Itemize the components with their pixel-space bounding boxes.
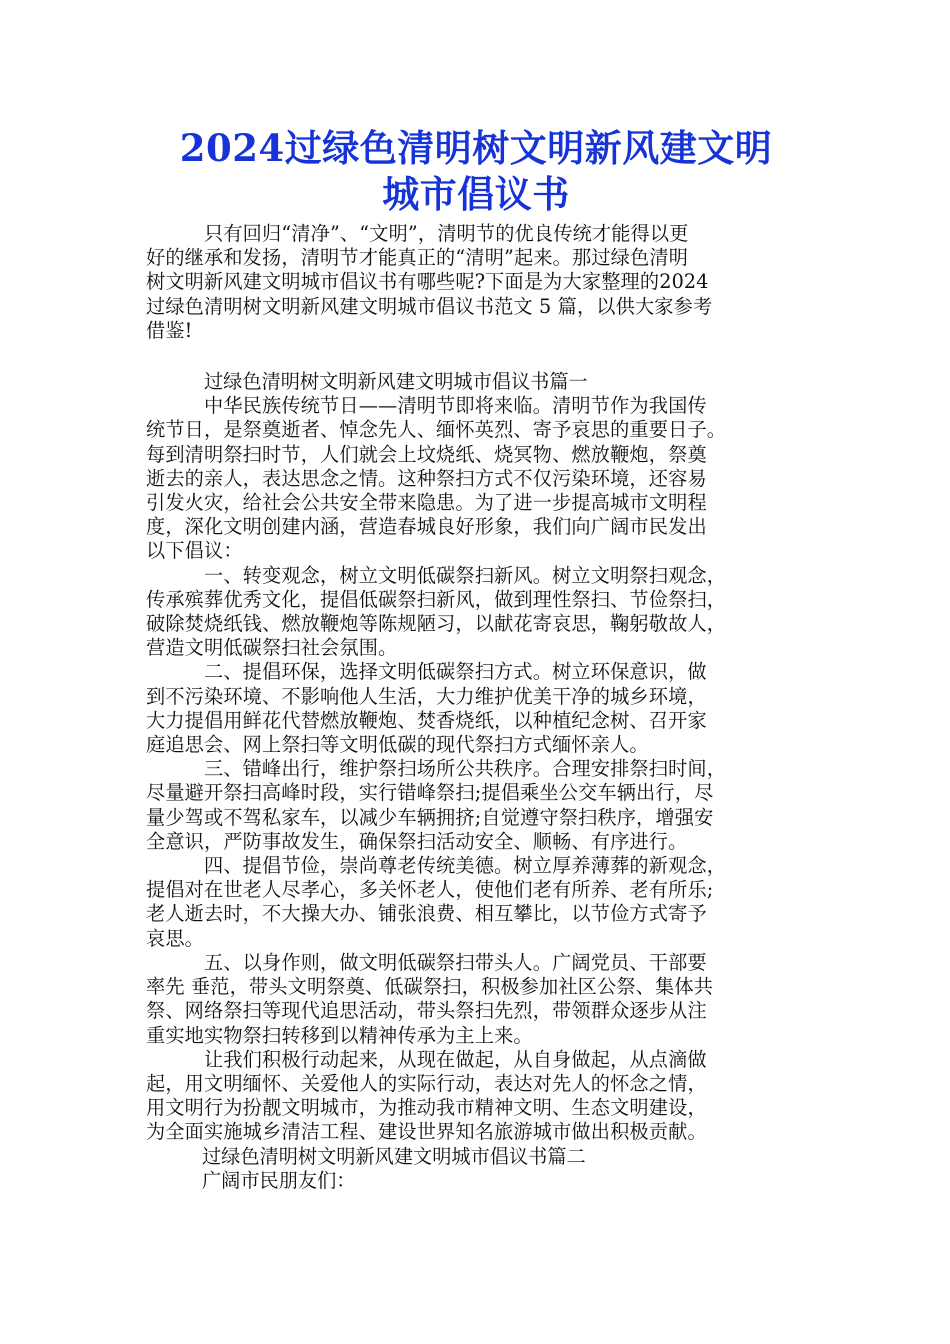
title-line-2: 城市倡议书 <box>382 172 570 216</box>
body-line: 提倡对在世老人尽孝心，多关怀老人，使他们老有所养、老有所乐; <box>146 878 714 902</box>
intro-line: 只有回归“清净”、“文明”，清明节的优良传统才能得以更 <box>204 222 689 245</box>
body-line: 破除焚烧纸钱、燃放鞭炮等陈规陋习，以献花寄哀思，鞠躬敬故人， <box>146 612 727 636</box>
body-line: 中华民族传统节日——清明节即将来临。清明节作为我国传 <box>204 394 707 418</box>
body-line: 老人逝去时，不大操大办、铺张浪费、相互攀比，以节俭方式寄予 <box>146 902 707 926</box>
paragraph-item-3 <box>146 757 806 854</box>
body-line: 引发火灾，给社会公共安全带来隐患。为了进一步提高城市文明程 <box>146 491 707 515</box>
body-line: 为全面实施城乡清洁工程、建设世界知名旅游城市做出积极贡献。 <box>146 1120 707 1144</box>
intro-line: 借鉴! <box>146 318 193 342</box>
body-line: 四、提倡节俭，崇尚尊老传统美德。树立厚养薄葬的新观念， <box>204 854 727 878</box>
body-line: 统节日，是祭奠逝者、悼念先人、缅怀英烈、寄予哀思的重要日子。 <box>146 418 727 442</box>
body-line: 一、转变观念，树立文明低碳祭扫新风。树立文明祭扫观念， <box>204 563 727 587</box>
section-heading-1: 过绿色清明树文明新风建文明城市倡议书篇一 <box>204 370 588 394</box>
greeting-line: 广阔市民朋友们： <box>202 1168 356 1192</box>
paragraph-item-2 <box>146 660 806 757</box>
body-line: 起，用文明缅怀、关爱他人的实际行动，表达对先人的怀念之情， <box>146 1071 707 1095</box>
intro-paragraph <box>146 222 806 343</box>
document-title <box>146 125 806 217</box>
body-line: 让我们积极行动起来，从现在做起，从自身做起，从点滴做 <box>204 1047 707 1071</box>
paragraph-item-1 <box>146 564 806 661</box>
paragraph-item-5 <box>146 951 806 1048</box>
paragraph-closing <box>146 1048 806 1145</box>
body-line: 以下倡议： <box>146 539 243 563</box>
section-heading-2: 过绿色清明树文明新风建文明城市倡议书篇二 <box>202 1144 586 1168</box>
paragraph-opening <box>146 394 806 563</box>
body-line: 尽量避开祭扫高峰时段，实行错峰祭扫;提倡乘坐公交车辆出行，尽 <box>146 781 714 805</box>
body-line: 到不污染环境、不影响他人生活，大力维护优美干净的城乡环境， <box>146 684 707 708</box>
document-page <box>146 125 806 1193</box>
body-line: 用文明行为扮靓文明城市，为推动我市精神文明、生态文明建设， <box>146 1096 707 1120</box>
intro-line: 过绿色清明树文明新风建文明城市倡议书范文 5 篇，以供大家参考 <box>146 294 713 318</box>
body-line: 传承殡葬优秀文化，提倡低碳祭扫新风，做到理性祭扫、节俭祭扫， <box>146 587 727 611</box>
body-line: 二、提倡环保，选择文明低碳祭扫方式。树立环保意识，做 <box>204 660 707 684</box>
intro-line: 好的继承和发扬，清明节才能真正的“清明”起来。那过绿色清明 <box>146 246 689 270</box>
paragraph-gap <box>146 343 806 370</box>
body-line: 庭追思会、网上祭扫等文明低碳的现代祭扫方式缅怀亲人。 <box>146 733 649 757</box>
body-line: 哀思。 <box>146 926 205 950</box>
body-line: 三、错峰出行，维护祭扫场所公共秩序。合理安排祭扫时间， <box>204 757 727 781</box>
body-line: 重实地实物祭扫转移到以精神传承为主上来。 <box>146 1023 533 1047</box>
body-line: 营造文明低碳祭扫社会氛围。 <box>146 636 398 660</box>
body-line: 率先 垂范，带头文明祭奠、低碳祭扫，积极参加社区公祭、集体共 <box>146 975 714 999</box>
body-line: 祭、网络祭扫等现代追思活动，带头祭扫先烈，带领群众逐步从注 <box>146 999 707 1023</box>
intro-line: 树文明新风建文明城市倡议书有哪些呢?下面是为大家整理的2024 <box>146 270 709 294</box>
body-line: 逝去的亲人，表达思念之情。这种祭扫方式不仅污染环境，还容易 <box>146 466 707 490</box>
body-line: 大力提倡用鲜花代替燃放鞭炮、焚香烧纸，以种植纪念树、召开家 <box>146 708 707 732</box>
title-line-1: 2024过绿色清明树文明新风建文明 <box>179 126 773 170</box>
body-line: 量少驾或不驾私家车，以减少车辆拥挤;自觉遵守祭扫秩序，增强安 <box>146 805 714 829</box>
paragraph-item-4 <box>146 854 806 951</box>
body-line: 每到清明祭扫时节，人们就会上坟烧纸、烧冥物、燃放鞭炮，祭奠 <box>146 442 707 466</box>
body-line: 全意识，严防事故发生，确保祭扫活动安全、顺畅、有序进行。 <box>146 829 688 853</box>
body-line: 五、以身作则，做文明低碳祭扫带头人。广阔党员、干部要 <box>204 950 707 974</box>
body-line: 度，深化文明创建内涵，营造春城良好形象，我们向广阔市民发出 <box>146 515 707 539</box>
